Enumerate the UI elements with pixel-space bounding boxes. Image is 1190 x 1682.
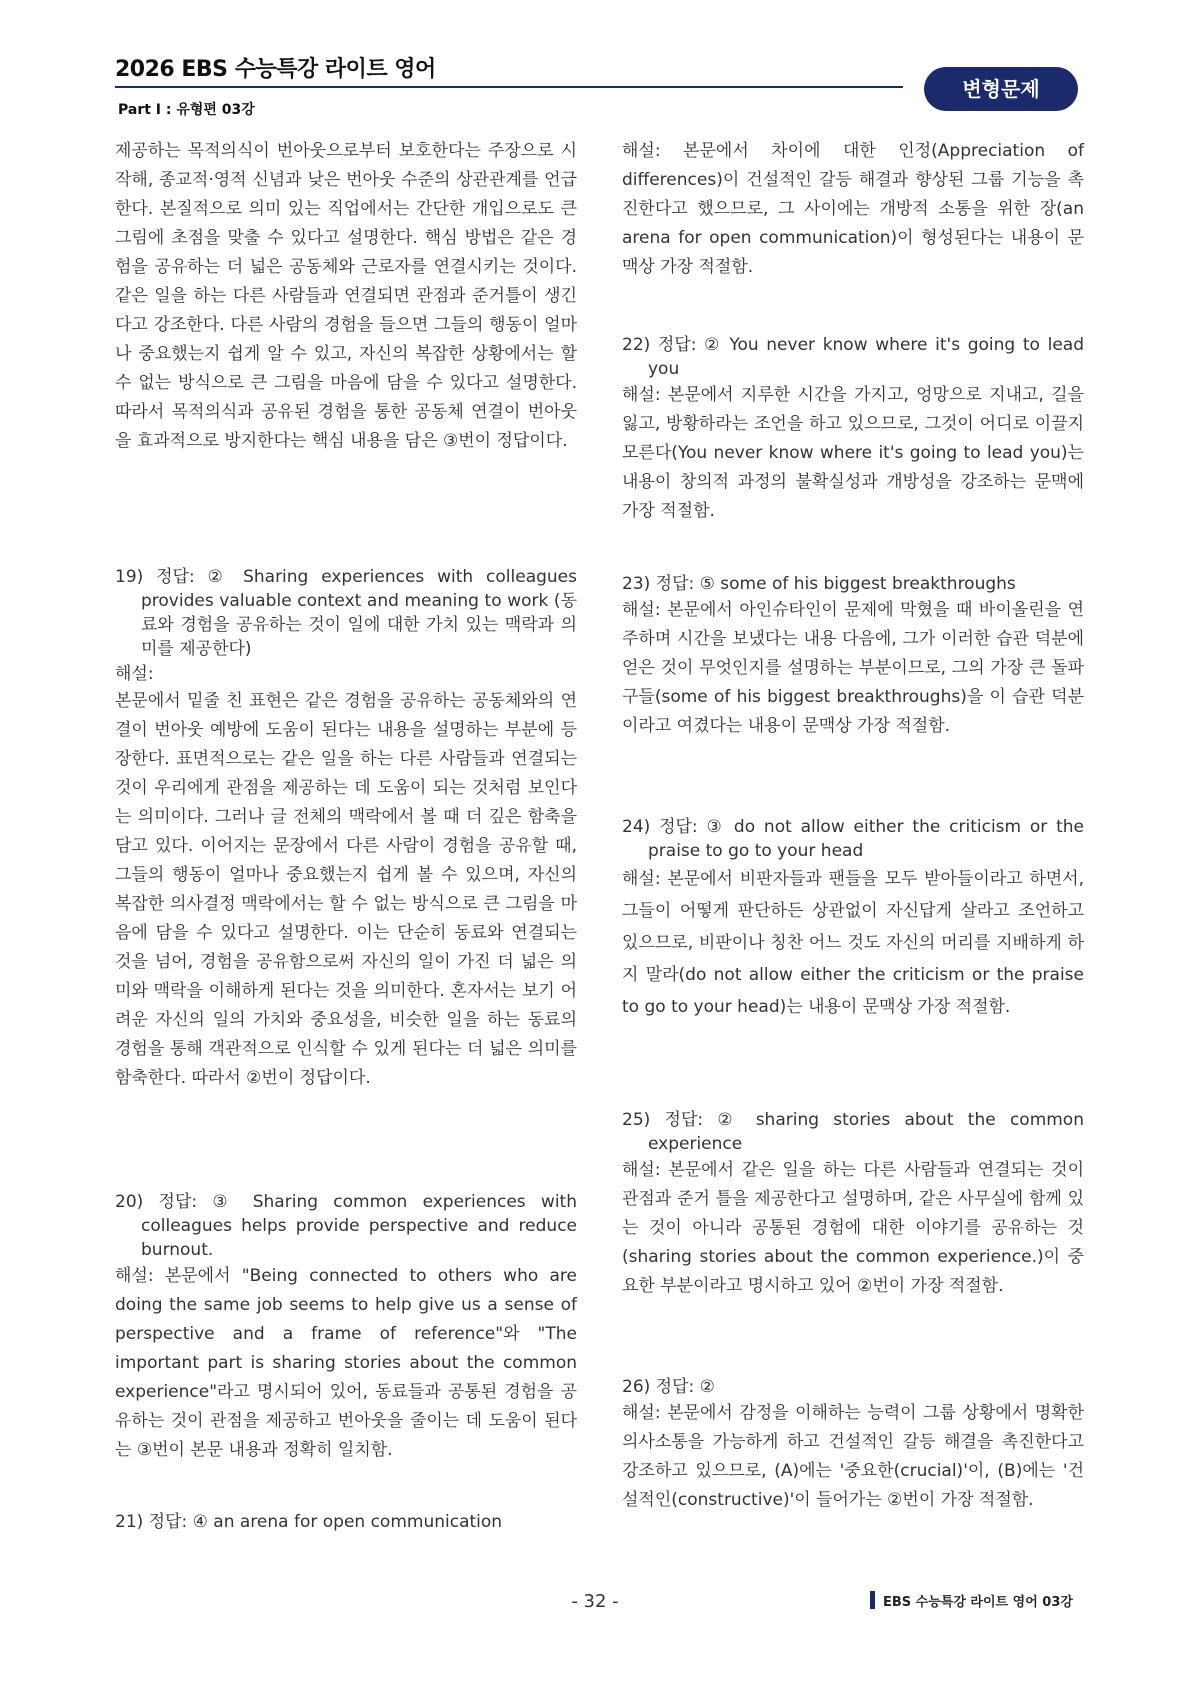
document-title: 2026 EBS 수능특강 라이트 영어 xyxy=(115,57,436,82)
footer-text: EBS 수능특강 라이트 영어 03강 xyxy=(883,1595,1073,1610)
q25-explanation: 해설: 본문에서 같은 일을 하는 다른 사람들과 연결되는 것이 관점과 준거 틀을 제공한다고 설명하며, 같은 사무실에 함께 있는 것이 아니라 공통된 경험에 대한 이야기를 공유하는 것(sharing stories about the common experience.)이 중요한 부분이라고 명시하고 있어 ②번이 가장 적절함. xyxy=(622,1160,1084,1296)
q26-explanation: 해설: 본문에서 감정을 이해하는 능력이 그룹 상황에서 명확한 의사소통을 가능하게 하고 건설적인 갈등 해결을 촉진한다고 강조하고 있으므로, (A)에는 '중요한(crucial)'이, (B)에는 '건설적인(constructive)'이 들어가는 ②번이 가장 적절함. xyxy=(622,1403,1084,1510)
q19-explanation: 본문에서 밑줄 친 표현은 같은 경험을 공유하는 공동체와의 연결이 번아웃 예방에 도움이 된다는 내용을 설명하는 부분에 등장한다. 표면적으로는 같은 일을 하는 다른 사람들과 연결되는 것이 우리에게 관점을 제공하는 데 도움이 되는 것처럼 보인다는 의미이다. 그러나 글 전체의 맥락에서 볼 때 더 깊은 함축을 담고 있다. 이어지는 문장에서 다른 사람이 경험을 공유할 때, 그들의 행동이 얼마나 중요했는지 쉽게 볼 수 있으며, 자신의 복잡한 의사결정 맥락에서는 할 수 없는 방식으로 큰 그림을 마음에 담을 수 있다고 설명한다. 이는 단순히 동료와 연결되는 것을 넘어, 경험을 공유함으로써 자신의 일이 가진 더 넓은 의미와 맥락을 이해하게 된다는 것을 의미한다. 혼자서는 보기 어려운 자신의 일의 가치와 중요성을, 비슷한 일을 하는 동료의 경험을 통해 객관적으로 인식할 수 있게 된다는 더 넓은 의미를 함축한다. 따라서 ②번이 정답이다. xyxy=(115,691,577,1088)
q19-answer: 19) 정답: ② Sharing experiences with colleagues provides valuable context and meaning to work (동료와 경험을 공유하는 것이 일에 대한 가치 있는 맥락과 의미를 제공한다) xyxy=(115,567,577,659)
q22-explanation: 해설: 본문에서 지루한 시간을 가지고, 엉망으로 지내고, 길을 잃고, 방황하라는 조언을 하고 있으므로, 그것이 어디로 이끌지 모른다(You never know where it's going to lead you)는 내용이 창의적 과정의 불확실성과 개방성을 강조하는 문맥에 가장 적절함. xyxy=(622,385,1084,521)
left-column xyxy=(115,137,577,456)
q21-answer: 21) 정답: ④ an arena for open communication xyxy=(115,1512,503,1532)
q22-block xyxy=(622,333,1084,526)
q21-explanation: 해설: 본문에서 차이에 대한 인정(Appreciation of differences)이 건설적인 갈등 해결과 향상된 그룹 기능을 촉진한다고 했으므로, 그 사이에는 개방적 소통을 위한 장(an arena for open communication)이 형성된다는 내용이 문맥상 가장 적절함. xyxy=(622,141,1084,277)
q24-answer: 24) 정답: ③ do not allow either the criticism or the praise to go to your head xyxy=(622,817,1084,861)
q24-block xyxy=(622,815,1084,1023)
header-divider xyxy=(115,86,903,88)
q23-block xyxy=(622,572,1084,741)
q20-answer: 20) 정답: ③ Sharing common experiences with colleagues helps provide perspective and reduce burnout. xyxy=(115,1192,577,1260)
q26-answer: 26) 정답: ② xyxy=(622,1377,715,1397)
q26-block xyxy=(622,1375,1084,1515)
section-badge: 변형문제 xyxy=(924,67,1078,111)
q25-block xyxy=(622,1108,1084,1301)
q24-explanation: 해설: 본문에서 비판자들과 팬들을 모두 받아들이라고 하면서, 그들이 어떻게 판단하든 상관없이 자신답게 살라고 조언하고 있으므로, 비판이나 칭찬 어느 것도 자신의 머리를 지배하게 하지 말라(do not allow either the criticism or the praise to go to your head)는 내용이 문맥상 가장 적절함. xyxy=(622,869,1084,1017)
part-label: Part Ⅰ : 유형편 03강 xyxy=(118,102,255,118)
q19-block xyxy=(115,565,577,1093)
q25-answer: 25) 정답: ② sharing stories about the common experience xyxy=(622,1110,1084,1154)
q20-block xyxy=(115,1190,577,1465)
q21-answer-block xyxy=(115,1510,577,1534)
q23-explanation: 해설: 본문에서 아인슈타인이 문제에 막혔을 때 바이올린을 연주하며 시간을 보냈다는 내용 다음에, 그가 이러한 습관 덕분에 얻은 것이 무엇인지를 설명하는 부분이므로, 그의 가장 큰 돌파구들(some of his biggest breakthroughs)을 이 습관 덕분이라고 여겼다는 내용이 문맥상 가장 적절함. xyxy=(622,600,1084,736)
q19-label: 해설: xyxy=(115,664,154,684)
footer-accent-bar xyxy=(870,1591,875,1609)
intro-explanation: 제공하는 목적의식이 번아웃으로부터 보호한다는 주장으로 시작해, 종교적·영적 신념과 낮은 번아웃 수준의 상관관계를 언급한다. 본질적으로 의미 있는 직업에서는 간단한 개입으로도 큰 그림에 초점을 맞출 수 있다고 설명한다. 핵심 방법은 같은 경험을 공유하는 더 넓은 공동체와 근로자를 연결시키는 것이다. 같은 일을 하는 다른 사람들과 연결되면 관점과 준거틀이 생긴다고 강조한다. 다른 사람의 경험을 들으면 그들의 행동이 얼마나 중요했는지 쉽게 알 수 있고, 자신의 복잡한 상황에서는 할 수 없는 방식으로 큰 그림을 마음에 담을 수 있다고 설명한다. 따라서 목적의식과 공유된 경험을 통한 공동체 연결이 번아웃을 효과적으로 방지한다는 핵심 내용을 담은 ③번이 정답이다. xyxy=(115,141,577,451)
q22-answer: 22) 정답: ② You never know where it's going to lead you xyxy=(622,335,1084,379)
q21-explanation-block xyxy=(622,137,1084,282)
footer-label xyxy=(870,1591,1084,1610)
q20-explanation: 해설: 본문에서 "Being connected to others who are doing the same job seems to help give us a sense of perspective and a frame of reference"와 "The important part is sharing stories about the common experience"라고 명시되어 있어, 동료들과 공통된 경험을 공유하는 것이 관점을 제공하고 번아웃을 줄이는 데 도움이 된다는 ③번이 본문 내용과 정확히 일치함. xyxy=(115,1266,577,1460)
q23-answer: 23) 정답: ⑤ some of his biggest breakthroughs xyxy=(622,574,1016,594)
page-number: - 32 - xyxy=(571,1591,619,1612)
